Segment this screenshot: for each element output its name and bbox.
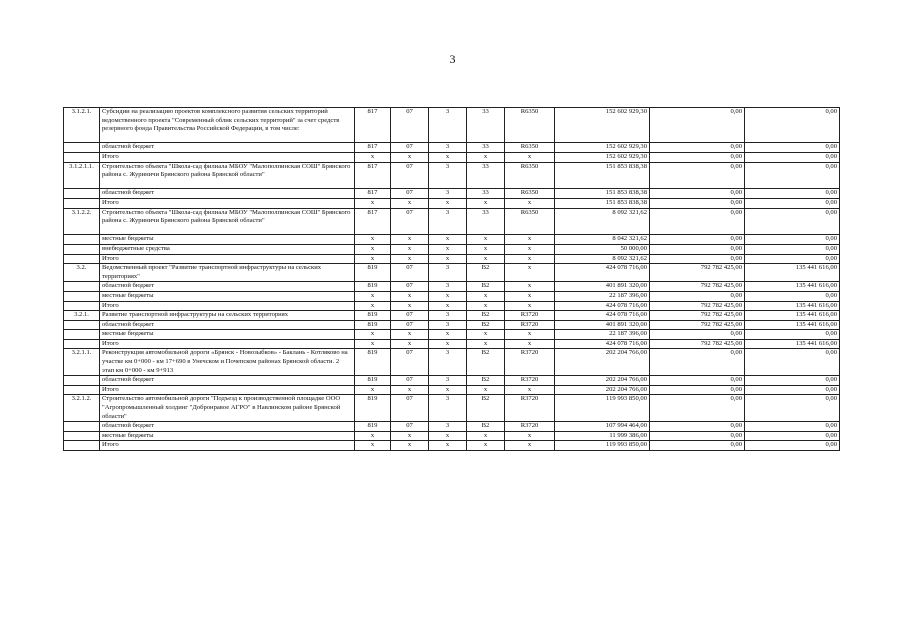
- amount-year2-cell: 792 782 425,00: [650, 264, 745, 282]
- row-number-cell: [64, 244, 100, 254]
- code-program-cell: В2: [467, 376, 505, 386]
- code-direction-cell: R3720: [505, 320, 555, 330]
- row-number-cell: [64, 422, 100, 432]
- table-row: [64, 108, 840, 143]
- row-name-cell: областной бюджет: [100, 282, 355, 292]
- amount-year2-cell: 0,00: [650, 385, 745, 395]
- code-direction-cell: x: [505, 264, 555, 282]
- code-program-cell: В2: [467, 422, 505, 432]
- amount-year2-cell: 792 782 425,00: [650, 320, 745, 330]
- code-direction-cell: R3720: [505, 376, 555, 386]
- amount-year3-cell: 0,00: [745, 349, 840, 376]
- code-direction-cell: x: [505, 198, 555, 208]
- code-section-cell: x: [391, 198, 429, 208]
- code-subsection-cell: 3: [429, 282, 467, 292]
- row-name-cell: местные бюджеты: [100, 235, 355, 245]
- code-ministry-cell: 817: [355, 143, 391, 153]
- code-section-cell: 07: [391, 108, 429, 143]
- amount-year2-cell: 792 782 425,00: [650, 282, 745, 292]
- row-name-cell: Итого: [100, 198, 355, 208]
- row-number-cell: [64, 385, 100, 395]
- code-program-cell: 33: [467, 143, 505, 153]
- row-name-cell: Итого: [100, 254, 355, 264]
- amount-year1-cell: 424 078 716,00: [555, 339, 650, 349]
- amount-year1-cell: 401 891 320,00: [555, 282, 650, 292]
- row-name-cell: Итого: [100, 385, 355, 395]
- code-program-cell: x: [467, 254, 505, 264]
- amount-year2-cell: 792 782 425,00: [650, 301, 745, 311]
- amount-year2-cell: 0,00: [650, 189, 745, 199]
- code-subsection-cell: 3: [429, 189, 467, 199]
- code-section-cell: 07: [391, 282, 429, 292]
- row-number-cell: 3.1.2.1.1.: [64, 162, 100, 189]
- amount-year1-cell: 107 994 464,00: [555, 422, 650, 432]
- code-ministry-cell: 819: [355, 349, 391, 376]
- code-program-cell: x: [467, 301, 505, 311]
- amount-year3-cell: 0,00: [745, 330, 840, 340]
- code-subsection-cell: 3: [429, 376, 467, 386]
- amount-year3-cell: 0,00: [745, 395, 840, 422]
- row-number-cell: [64, 330, 100, 340]
- row-number-cell: [64, 339, 100, 349]
- code-program-cell: x: [467, 198, 505, 208]
- amount-year3-cell: 0,00: [745, 254, 840, 264]
- table-row: [64, 198, 840, 208]
- code-direction-cell: x: [505, 282, 555, 292]
- table-row: [64, 349, 840, 376]
- amount-year2-cell: 0,00: [650, 395, 745, 422]
- amount-year2-cell: 0,00: [650, 152, 745, 162]
- code-section-cell: x: [391, 339, 429, 349]
- amount-year1-cell: 202 204 766,00: [555, 376, 650, 386]
- row-name-cell: Итого: [100, 441, 355, 451]
- code-ministry-cell: x: [355, 441, 391, 451]
- amount-year1-cell: 152 602 929,30: [555, 143, 650, 153]
- row-number-cell: [64, 282, 100, 292]
- table-row: [64, 431, 840, 441]
- amount-year1-cell: 202 204 766,00: [555, 385, 650, 395]
- row-name-cell: Субсидии на реализацию проектов комплексного развития сельских территорий ведомственного проекта "Современный облик сельских территорий" за счет средств резервного фонда Правительства Российской Федерации, в том числе:: [100, 108, 355, 143]
- code-subsection-cell: 3: [429, 264, 467, 282]
- code-subsection-cell: x: [429, 235, 467, 245]
- amount-year3-cell: 0,00: [745, 422, 840, 432]
- row-number-cell: [64, 320, 100, 330]
- code-subsection-cell: x: [429, 198, 467, 208]
- amount-year2-cell: 792 782 425,00: [650, 311, 745, 321]
- amount-year1-cell: 119 993 850,00: [555, 395, 650, 422]
- code-program-cell: 33: [467, 108, 505, 143]
- row-number-cell: 3.2.1.1.: [64, 349, 100, 376]
- amount-year2-cell: 0,00: [650, 349, 745, 376]
- amount-year3-cell: 135 441 616,00: [745, 339, 840, 349]
- code-program-cell: x: [467, 244, 505, 254]
- code-ministry-cell: x: [355, 198, 391, 208]
- amount-year1-cell: 151 853 838,38: [555, 189, 650, 199]
- amount-year2-cell: 0,00: [650, 108, 745, 143]
- code-subsection-cell: 3: [429, 208, 467, 235]
- code-subsection-cell: 3: [429, 395, 467, 422]
- row-number-cell: [64, 198, 100, 208]
- code-program-cell: В2: [467, 395, 505, 422]
- amount-year3-cell: 0,00: [745, 208, 840, 235]
- code-section-cell: 07: [391, 208, 429, 235]
- amount-year2-cell: 0,00: [650, 422, 745, 432]
- code-section-cell: 07: [391, 349, 429, 376]
- code-program-cell: x: [467, 235, 505, 245]
- amount-year3-cell: 0,00: [745, 198, 840, 208]
- row-name-cell: местные бюджеты: [100, 431, 355, 441]
- code-direction-cell: x: [505, 330, 555, 340]
- code-program-cell: 33: [467, 162, 505, 189]
- code-program-cell: В2: [467, 349, 505, 376]
- table-row: [64, 235, 840, 245]
- code-section-cell: 07: [391, 320, 429, 330]
- row-number-cell: 3.1.2.2.: [64, 208, 100, 235]
- code-ministry-cell: 819: [355, 264, 391, 282]
- table-row: [64, 311, 840, 321]
- code-program-cell: В2: [467, 311, 505, 321]
- code-direction-cell: x: [505, 152, 555, 162]
- code-ministry-cell: x: [355, 385, 391, 395]
- amount-year1-cell: 152 602 929,30: [555, 108, 650, 143]
- code-subsection-cell: x: [429, 385, 467, 395]
- amount-year1-cell: 424 078 716,00: [555, 311, 650, 321]
- code-program-cell: x: [467, 330, 505, 340]
- amount-year3-cell: 0,00: [745, 376, 840, 386]
- code-section-cell: x: [391, 385, 429, 395]
- code-subsection-cell: 3: [429, 422, 467, 432]
- code-subsection-cell: x: [429, 441, 467, 451]
- code-section-cell: x: [391, 235, 429, 245]
- row-name-cell: Итого: [100, 339, 355, 349]
- code-section-cell: 07: [391, 422, 429, 432]
- code-ministry-cell: x: [355, 152, 391, 162]
- code-ministry-cell: 819: [355, 311, 391, 321]
- code-direction-cell: R3720: [505, 311, 555, 321]
- code-ministry-cell: x: [355, 330, 391, 340]
- code-ministry-cell: x: [355, 339, 391, 349]
- table-row: [64, 320, 840, 330]
- amount-year2-cell: 792 782 425,00: [650, 339, 745, 349]
- amount-year3-cell: 0,00: [745, 291, 840, 301]
- amount-year1-cell: 401 891 320,00: [555, 320, 650, 330]
- code-subsection-cell: 3: [429, 162, 467, 189]
- code-ministry-cell: 819: [355, 395, 391, 422]
- table-row: [64, 189, 840, 199]
- code-direction-cell: x: [505, 441, 555, 451]
- amount-year3-cell: 135 441 616,00: [745, 301, 840, 311]
- row-number-cell: [64, 431, 100, 441]
- row-name-cell: внебюджетные средства: [100, 244, 355, 254]
- code-section-cell: x: [391, 254, 429, 264]
- row-name-cell: Строительство автомобильной дороги "Подъезд к производственной площадке ООО "Агропромышленный холдинг "Добронравое АГРО" в Навлинском районе Брянской области": [100, 395, 355, 422]
- table-row: [64, 143, 840, 153]
- amount-year1-cell: 119 993 850,00: [555, 441, 650, 451]
- code-program-cell: x: [467, 385, 505, 395]
- code-ministry-cell: x: [355, 301, 391, 311]
- code-subsection-cell: x: [429, 291, 467, 301]
- code-direction-cell: R6350: [505, 189, 555, 199]
- row-number-cell: [64, 376, 100, 386]
- row-name-cell: областной бюджет: [100, 320, 355, 330]
- code-ministry-cell: 817: [355, 108, 391, 143]
- code-ministry-cell: x: [355, 431, 391, 441]
- code-program-cell: x: [467, 152, 505, 162]
- amount-year1-cell: 22 187 396,00: [555, 291, 650, 301]
- table-row: [64, 441, 840, 451]
- code-subsection-cell: 3: [429, 311, 467, 321]
- row-number-cell: 3.2.1.: [64, 311, 100, 321]
- row-number-cell: [64, 189, 100, 199]
- amount-year2-cell: 0,00: [650, 198, 745, 208]
- row-number-cell: 3.2.: [64, 264, 100, 282]
- code-section-cell: 07: [391, 376, 429, 386]
- amount-year1-cell: 8 092 321,62: [555, 254, 650, 264]
- code-subsection-cell: x: [429, 301, 467, 311]
- amount-year1-cell: 8 092 321,62: [555, 208, 650, 235]
- amount-year1-cell: 424 078 716,00: [555, 301, 650, 311]
- code-section-cell: x: [391, 431, 429, 441]
- code-subsection-cell: x: [429, 254, 467, 264]
- code-program-cell: 33: [467, 189, 505, 199]
- amount-year1-cell: 22 187 396,00: [555, 330, 650, 340]
- amount-year2-cell: 0,00: [650, 330, 745, 340]
- table-row: [64, 152, 840, 162]
- code-section-cell: 07: [391, 311, 429, 321]
- table-row: [64, 339, 840, 349]
- table-row: [64, 385, 840, 395]
- amount-year1-cell: 8 042 321,62: [555, 235, 650, 245]
- code-direction-cell: x: [505, 244, 555, 254]
- amount-year2-cell: 0,00: [650, 376, 745, 386]
- row-name-cell: Ведомственный проект "Развитие транспортной инфраструктуры на сельских территориях": [100, 264, 355, 282]
- code-subsection-cell: x: [429, 152, 467, 162]
- code-direction-cell: R3720: [505, 422, 555, 432]
- row-name-cell: Строительство объекта "Школа-сад филиала МБОУ "Малополпинская СОШ" Брянского района с. Журиничи Брянского района Брянской области": [100, 208, 355, 235]
- table-row: [64, 282, 840, 292]
- code-program-cell: В2: [467, 320, 505, 330]
- row-name-cell: областной бюджет: [100, 422, 355, 432]
- row-name-cell: Строительство объекта "Школа-сад филиала МБОУ "Малополпинская СОШ" Брянского района с. Журиничи Брянского района Брянской области": [100, 162, 355, 189]
- code-program-cell: x: [467, 441, 505, 451]
- code-direction-cell: R6350: [505, 108, 555, 143]
- code-ministry-cell: x: [355, 235, 391, 245]
- amount-year2-cell: 0,00: [650, 235, 745, 245]
- amount-year1-cell: 151 853 838,38: [555, 162, 650, 189]
- amount-year3-cell: 0,00: [745, 441, 840, 451]
- amount-year3-cell: 0,00: [745, 385, 840, 395]
- amount-year1-cell: 152 602 929,30: [555, 152, 650, 162]
- code-subsection-cell: 3: [429, 143, 467, 153]
- table-row: [64, 395, 840, 422]
- amount-year2-cell: 0,00: [650, 143, 745, 153]
- code-section-cell: 07: [391, 395, 429, 422]
- amount-year3-cell: 0,00: [745, 244, 840, 254]
- amount-year3-cell: 135 441 616,00: [745, 311, 840, 321]
- amount-year1-cell: 424 078 716,00: [555, 264, 650, 282]
- code-direction-cell: x: [505, 301, 555, 311]
- amount-year1-cell: 202 204 766,00: [555, 349, 650, 376]
- amount-year1-cell: 50 000,00: [555, 244, 650, 254]
- amount-year2-cell: 0,00: [650, 431, 745, 441]
- amount-year3-cell: 0,00: [745, 143, 840, 153]
- code-direction-cell: x: [505, 291, 555, 301]
- row-number-cell: 3.1.2.1.: [64, 108, 100, 143]
- code-subsection-cell: 3: [429, 349, 467, 376]
- code-direction-cell: x: [505, 235, 555, 245]
- code-direction-cell: x: [505, 254, 555, 264]
- code-ministry-cell: x: [355, 254, 391, 264]
- amount-year1-cell: 11 999 386,00: [555, 431, 650, 441]
- table-row: [64, 244, 840, 254]
- code-section-cell: 07: [391, 189, 429, 199]
- table-row: [64, 162, 840, 189]
- amount-year2-cell: 0,00: [650, 254, 745, 264]
- code-direction-cell: x: [505, 385, 555, 395]
- code-section-cell: 07: [391, 162, 429, 189]
- code-direction-cell: R6350: [505, 162, 555, 189]
- table-row: [64, 301, 840, 311]
- amount-year3-cell: 0,00: [745, 189, 840, 199]
- code-subsection-cell: 3: [429, 320, 467, 330]
- code-ministry-cell: 819: [355, 376, 391, 386]
- row-name-cell: областной бюджет: [100, 189, 355, 199]
- row-name-cell: местные бюджеты: [100, 330, 355, 340]
- amount-year1-cell: 151 853 838,38: [555, 198, 650, 208]
- code-ministry-cell: 817: [355, 162, 391, 189]
- amount-year3-cell: 0,00: [745, 152, 840, 162]
- amount-year3-cell: 0,00: [745, 431, 840, 441]
- code-program-cell: x: [467, 339, 505, 349]
- row-name-cell: областной бюджет: [100, 376, 355, 386]
- code-ministry-cell: 819: [355, 422, 391, 432]
- amount-year3-cell: 135 441 616,00: [745, 320, 840, 330]
- row-name-cell: Итого: [100, 301, 355, 311]
- row-name-cell: областной бюджет: [100, 143, 355, 153]
- amount-year3-cell: 0,00: [745, 235, 840, 245]
- code-ministry-cell: x: [355, 244, 391, 254]
- row-number-cell: [64, 254, 100, 264]
- row-number-cell: [64, 152, 100, 162]
- code-direction-cell: R3720: [505, 349, 555, 376]
- row-number-cell: [64, 301, 100, 311]
- row-name-cell: Реконструкция автомобильной дороги «Брянск - Новозыбков» - Баклань - Котляково на участке км 0+000 - км 17+690 в Унечском и Почепском районах Брянской области. 2 этап км 0+000 - км 9+913: [100, 349, 355, 376]
- row-number-cell: [64, 291, 100, 301]
- code-program-cell: В2: [467, 282, 505, 292]
- code-section-cell: 07: [391, 264, 429, 282]
- amount-year3-cell: 0,00: [745, 162, 840, 189]
- code-section-cell: x: [391, 330, 429, 340]
- code-ministry-cell: x: [355, 291, 391, 301]
- table-row: [64, 422, 840, 432]
- amount-year3-cell: 135 441 616,00: [745, 282, 840, 292]
- code-subsection-cell: x: [429, 339, 467, 349]
- code-section-cell: x: [391, 301, 429, 311]
- code-program-cell: В2: [467, 264, 505, 282]
- row-name-cell: Итого: [100, 152, 355, 162]
- table-row: [64, 376, 840, 386]
- code-program-cell: 33: [467, 208, 505, 235]
- code-ministry-cell: 819: [355, 320, 391, 330]
- amount-year2-cell: 0,00: [650, 244, 745, 254]
- code-subsection-cell: 3: [429, 108, 467, 143]
- row-number-cell: [64, 143, 100, 153]
- code-subsection-cell: x: [429, 244, 467, 254]
- code-direction-cell: x: [505, 339, 555, 349]
- table-row: [64, 264, 840, 282]
- budget-table: [63, 107, 840, 451]
- budget-table-body: [64, 108, 840, 451]
- code-section-cell: x: [391, 152, 429, 162]
- code-section-cell: x: [391, 441, 429, 451]
- code-direction-cell: x: [505, 431, 555, 441]
- code-ministry-cell: 817: [355, 189, 391, 199]
- row-name-cell: Развитие транспортной инфраструктуры на сельских территориях: [100, 311, 355, 321]
- table-row: [64, 291, 840, 301]
- code-ministry-cell: 817: [355, 208, 391, 235]
- row-name-cell: местные бюджеты: [100, 291, 355, 301]
- table-row: [64, 254, 840, 264]
- code-program-cell: x: [467, 291, 505, 301]
- amount-year3-cell: 0,00: [745, 108, 840, 143]
- code-section-cell: 07: [391, 143, 429, 153]
- code-subsection-cell: x: [429, 431, 467, 441]
- amount-year2-cell: 0,00: [650, 291, 745, 301]
- code-program-cell: x: [467, 431, 505, 441]
- row-number-cell: [64, 235, 100, 245]
- table-row: [64, 330, 840, 340]
- row-number-cell: [64, 441, 100, 451]
- amount-year2-cell: 0,00: [650, 441, 745, 451]
- code-ministry-cell: 819: [355, 282, 391, 292]
- code-subsection-cell: x: [429, 330, 467, 340]
- code-direction-cell: R6350: [505, 143, 555, 153]
- table-row: [64, 208, 840, 235]
- code-section-cell: x: [391, 291, 429, 301]
- amount-year2-cell: 0,00: [650, 162, 745, 189]
- amount-year3-cell: 135 441 616,00: [745, 264, 840, 282]
- amount-year2-cell: 0,00: [650, 208, 745, 235]
- code-direction-cell: R3720: [505, 395, 555, 422]
- row-number-cell: 3.2.1.2.: [64, 395, 100, 422]
- code-section-cell: x: [391, 244, 429, 254]
- page-number: 3: [449, 52, 456, 66]
- code-direction-cell: R6350: [505, 208, 555, 235]
